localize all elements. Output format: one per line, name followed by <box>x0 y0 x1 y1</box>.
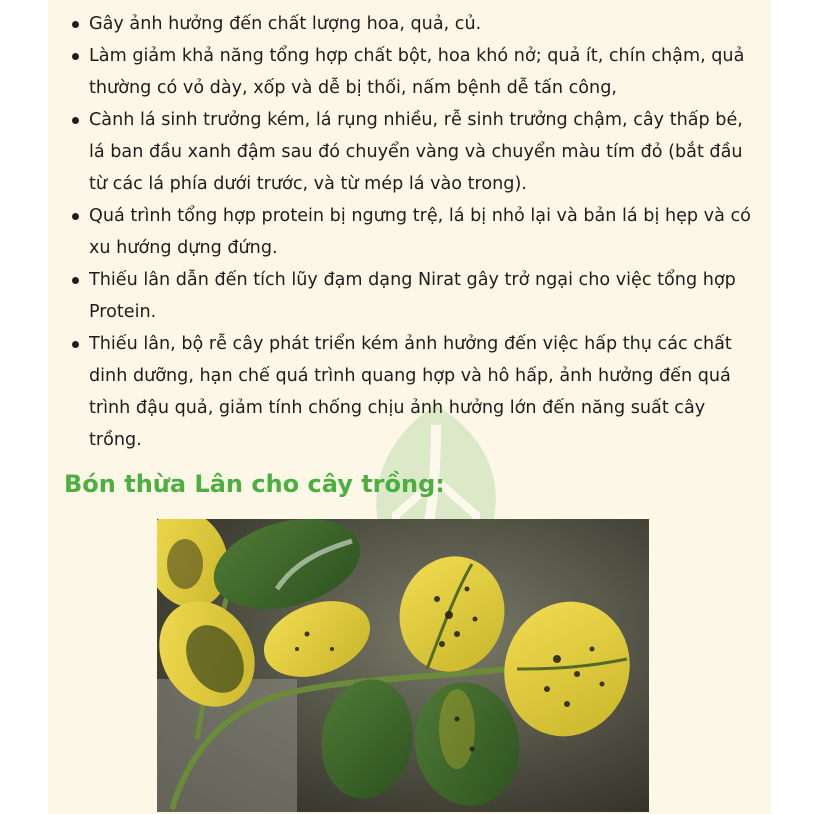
bullet-item: Thiếu lân, bộ rễ cây phát triển kém ảnh hưởng đến việc hấp thụ các chất dinh dưỡng, hạn chế quá trình quang hợp và hô hấp, ảnh hưởng đến quá trình đậu quả, giảm tính chống chịu ảnh hưởng lớn đến năng suất cây trồng. <box>72 328 762 456</box>
bullet-dot-icon <box>72 213 79 220</box>
leaf-photo-illustration <box>157 519 649 812</box>
bullet-item: Làm giảm khả năng tổng hợp chất bột, hoa khó nở; quả ít, chín chậm, quả thường có vỏ dày, xốp và dễ bị thối, nấm bệnh dễ tấn công, <box>72 40 762 104</box>
bullet-item: Thiếu lân dẫn đến tích lũy đạm dạng Nirat gây trở ngại cho việc tổng hợp Protein. <box>72 264 762 328</box>
document-page <box>48 0 771 814</box>
bullet-item: Quá trình tổng hợp protein bị ngưng trệ, lá bị nhỏ lại và bản lá bị hẹp và có xu hướng dựng đứng. <box>72 200 762 264</box>
bullet-item: Gây ảnh hưởng đến chất lượng hoa, quả, củ. <box>72 8 762 40</box>
bullet-dot-icon <box>72 341 79 348</box>
bullet-dot-icon <box>72 117 79 124</box>
diseased-rose-leaves-photo <box>157 519 649 812</box>
bullet-item: Cành lá sinh trưởng kém, lá rụng nhiều, rễ sinh trưởng chậm, cây thấp bé, lá ban đầu xanh đậm sau đó chuyển vàng và chuyển màu tím đỏ (bắt đầu từ các lá phía dưới trước, và từ mép lá vào trong). <box>72 104 762 200</box>
bullet-dot-icon <box>72 21 79 28</box>
bullet-list <box>72 8 762 456</box>
bullet-dot-icon <box>72 277 79 284</box>
bullet-dot-icon <box>72 53 79 60</box>
section-heading: Bón thừa Lân cho cây trồng: <box>64 470 445 498</box>
